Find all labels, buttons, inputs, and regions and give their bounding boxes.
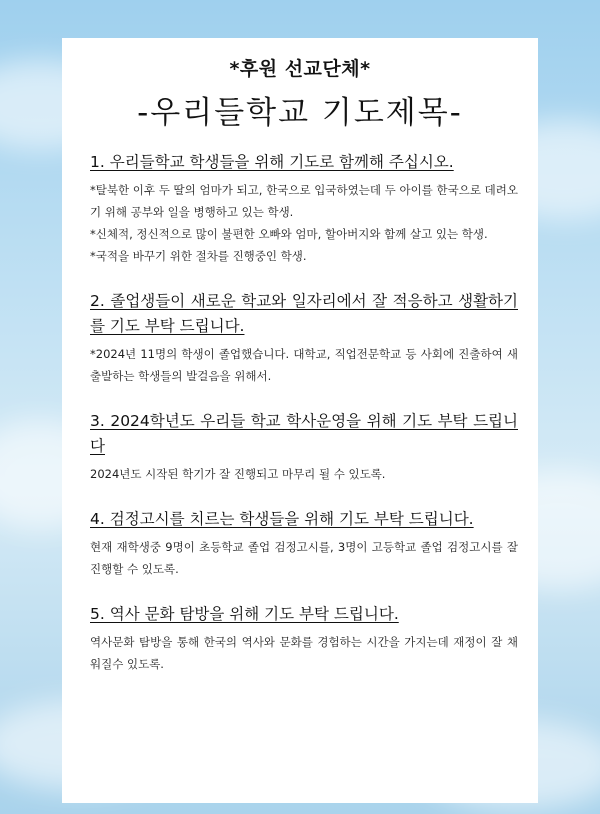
prayer-item-1 — [90, 150, 518, 267]
prayer-item-heading: 5. 역사 문화 탐방을 위해 기도 부탁 드립니다. — [90, 605, 399, 623]
document-subtitle: *후원 선교단체* — [229, 58, 371, 80]
prayer-item-line: *국적을 바꾸기 위한 절차를 진행중인 학생. — [90, 249, 307, 263]
prayer-item-line: *탈북한 이후 두 딸의 엄마가 되고, 한국으로 입국하였는데 두 아이를 한국으로 데려오기 위해 공부와 일을 병행하고 있는 학생. — [90, 183, 518, 219]
document-header — [62, 54, 538, 132]
prayer-item-body — [90, 631, 518, 675]
prayer-item-line: *신체적, 정신적으로 많이 불편한 오빠와 엄마, 할아버지와 함께 살고 있는 학생. — [90, 227, 488, 241]
prayer-item-line: *2024년 11명의 학생이 졸업했습니다. 대학교, 직업전문학교 등 사회에 진출하여 새출발하는 학생들의 발걸음을 위해서. — [90, 347, 518, 383]
prayer-item-body — [90, 179, 518, 267]
prayer-item-line: 현재 재학생중 9명이 초등학교 졸업 검정고시를, 3명이 고등학교 졸업 검정고시를 잘 진행할 수 있도록. — [90, 540, 518, 576]
document-title: -우리들학교 기도제목- — [137, 95, 463, 131]
prayer-item-2 — [90, 289, 518, 387]
prayer-item-5 — [90, 602, 518, 675]
prayer-item-heading: 4. 검정고시를 치르는 학생들을 위해 기도 부탁 드립니다. — [90, 510, 474, 528]
prayer-item-3 — [90, 409, 518, 485]
prayer-item-4 — [90, 507, 518, 580]
document-page — [62, 38, 538, 803]
prayer-item-heading: 2. 졸업생들이 새로운 학교와 일자리에서 잘 적응하고 생활하기를 기도 부탁 드립니다. — [90, 292, 518, 335]
prayer-item-line: 2024년도 시작된 학기가 잘 진행되고 마무리 될 수 있도록. — [90, 467, 386, 481]
prayer-item-heading: 1. 우리들학교 학생들을 위해 기도로 함께해 주십시오. — [90, 153, 454, 171]
prayer-item-line: 역사문화 탐방을 통해 한국의 역사와 문화를 경험하는 시간을 가지는데 재정이 잘 채워질수 있도록. — [90, 635, 518, 671]
prayer-item-body — [90, 463, 518, 485]
prayer-item-body — [90, 343, 518, 387]
page-corner — [518, 38, 538, 58]
prayer-list — [90, 150, 518, 697]
prayer-item-body — [90, 536, 518, 580]
prayer-item-heading: 3. 2024학년도 우리들 학교 학사운영을 위해 기도 부탁 드립니다 — [90, 412, 518, 455]
